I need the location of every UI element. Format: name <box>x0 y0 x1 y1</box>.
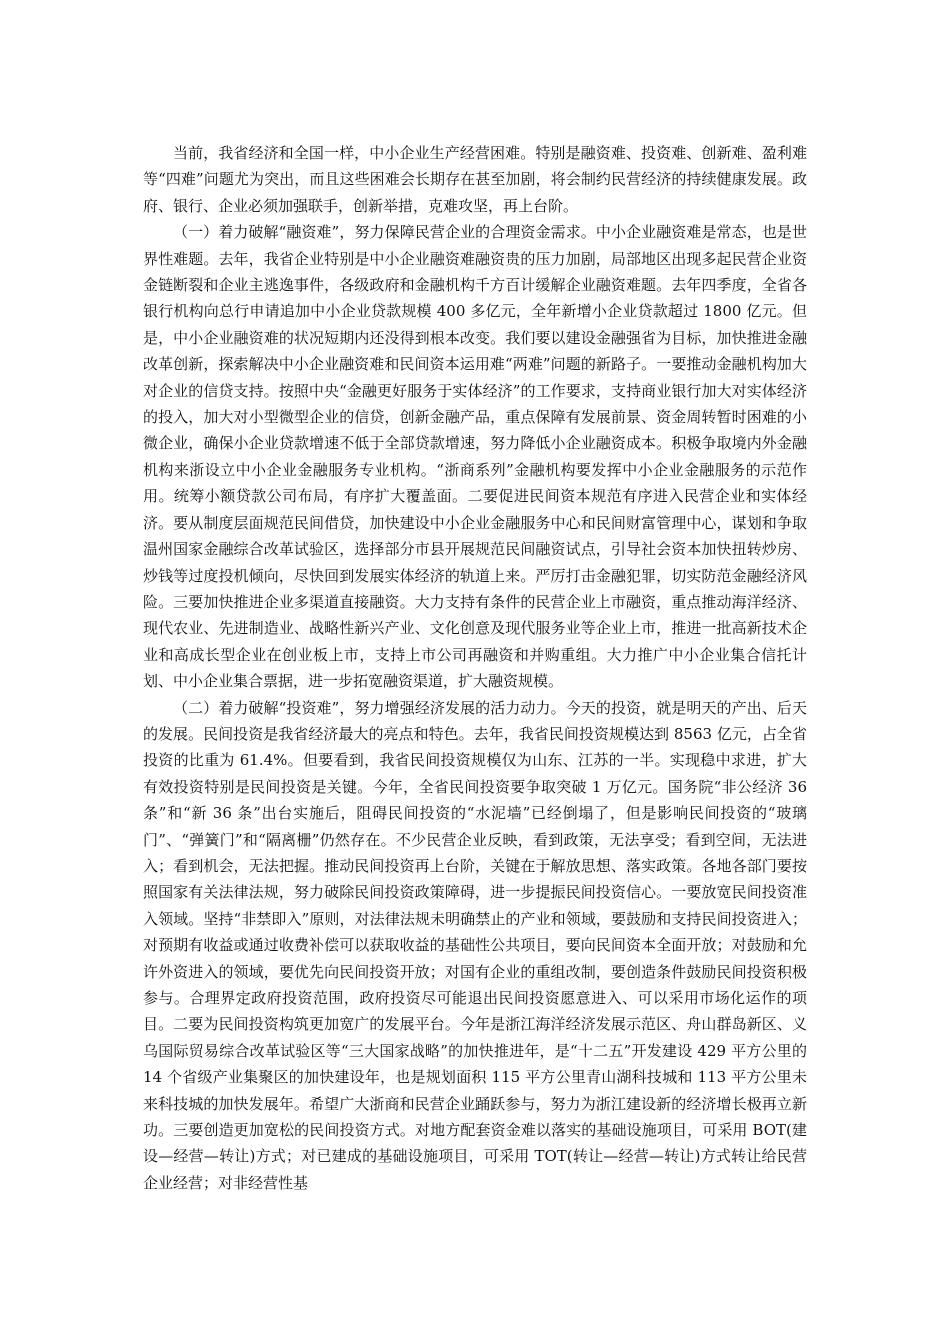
paragraph-investment: （二）着力破解“投资难”，努力增强经济发展的活力动力。今天的投资，就是明天的产出、后天的发展。民间投资是我省经济最大的亮点和特色。去年，我省民间投资规模达到 8563 亿元，占全省投资的比重为 61.4%。但要看到，我省民间投资规模仅为山东、江苏的一半。实现稳中求进，扩大有效投资特别是民间投资是关键。今年，全省民间投资要争取突破 1 万亿元。国务院“非公经济 36 条”和“新 36 条”出台实施后，阻碍民间投资的“水泥墙”已经倒塌了，但是影响民间投资的“玻璃门”、“弹簧门”和“隔离栅”仍然存在。不少民营企业反映，看到政策，无法享受；看到空间，无法进入；看到机会，无法把握。推动民间投资再上台阶，关键在于解放思想、落实政策。各地各部门要按照国家有关法律法规，努力破除民间投资政策障碍，进一步提振民间投资信心。一要放宽民间投资准入领域。坚持“非禁即入”原则，对法律法规未明确禁止的产业和领域，要鼓励和支持民间投资进入；对预期有收益或通过收费补偿可以获取收益的基础性公共项目，要向民间资本全面开放；对鼓励和允许外资进入的领域，要优先向民间投资开放；对国有企业的重组改制，要创造条件鼓励民间投资积极参与。合理界定政府投资范围，政府投资尽可能退出民间投资愿意进入、可以采用市场化运作的项目。二要为民间投资构筑更加宽广的发展平台。今年是浙江海洋经济发展示范区、舟山群岛新区、义乌国际贸易综合改革试验区等“三大国家战略”的加快推进年，是“十二五”开发建设 429 平方公里的 14 个省级产业集聚区的加快建设年，也是规划面积 115 平方公里青山湖科技城和 113 平方公里未来科技城的加快发展年。希望广大浙商和民营企业踊跃参与，努力为浙江建设新的经济增长极再立新功。三要创造更加宽松的民间投资方式。对地方配套资金难以落实的基础设施项目，可采用 BOT(建设—经营—转让)方式；对已建成的基础设施项目，可采用 TOT(转让—经营—转让)方式转让给民营企业经营；对非经营性基 <box>143 698 807 1192</box>
document-body <box>143 140 807 1196</box>
paragraph-financing: （一）着力破解“融资难”，努力保障民营企业的合理资金需求。中小企业融资难是常态，也是世界性难题。去年，我省企业特别是中小企业融资难融资贵的压力加剧，局部地区出现多起民营企业资金链断裂和企业主逃逸事件，各级政府和金融机构千方百计缓解企业融资难题。去年四季度，全省各银行机构向总行申请追加中小企业贷款规模 400 多亿元，全年新增小企业贷款超过 1800 亿元。但是，中小企业融资难的状况短期内还没得到根本改变。我们要以建设金融强省为目标，加快推进金融改革创新，探索解决中小企业融资难和民间资本运用难“两难”问题的新路子。一要推动金融机构加大对企业的信贷支持。按照中央“金融更好服务于实体经济”的工作要求，支持商业银行加大对实体经济的投入，加大对小型微型企业的信贷，创新金融产品，重点保障有发展前景、资金周转暂时困难的小微企业，确保小企业贷款增速不低于全部贷款增速，努力降低小企业融资成本。积极争取境内外金融机构来浙设立中小企业金融服务专业机构。“浙商系列”金融机构要发挥中小企业金融服务的示范作用。统筹小额贷款公司布局，有序扩大覆盖面。二要促进民间资本规范有序进入民营企业和实体经济。要从制度层面规范民间借贷，加快建设中小企业金融服务中心和民间财富管理中心，谋划和争取温州国家金融综合改革试验区，选择部分市县开展规范民间融资试点，引导社会资本加快扭转炒房、炒钱等过度投机倾向，尽快回到发展实体经济的轨道上来。严厉打击金融犯罪，切实防范金融经济风险。三要加快推进企业多渠道直接融资。大力支持有条件的民营企业上市融资，重点推动海洋经济、现代农业、先进制造业、战略性新兴产业、文化创意及现代服务业等企业上市，推进一批高新技术企业和高成长型企业在创业板上市，支持上市公司再融资和并购重组。大力推广中小企业集合信托计划、中小企业集合票据，进一步拓宽融资渠道，扩大融资规模。 <box>143 223 807 691</box>
paragraph-intro: 当前，我省经济和全国一样，中小企业生产经营困难。特别是融资难、投资难、创新难、盈利难等“四难”问题尤为突出，而且这些困难会长期存在甚至加剧，将会制约民营经济的持续健康发展。政府、银行、企业必须加强联手，创新举措，克难攻坚，再上台阶。 <box>143 144 807 215</box>
